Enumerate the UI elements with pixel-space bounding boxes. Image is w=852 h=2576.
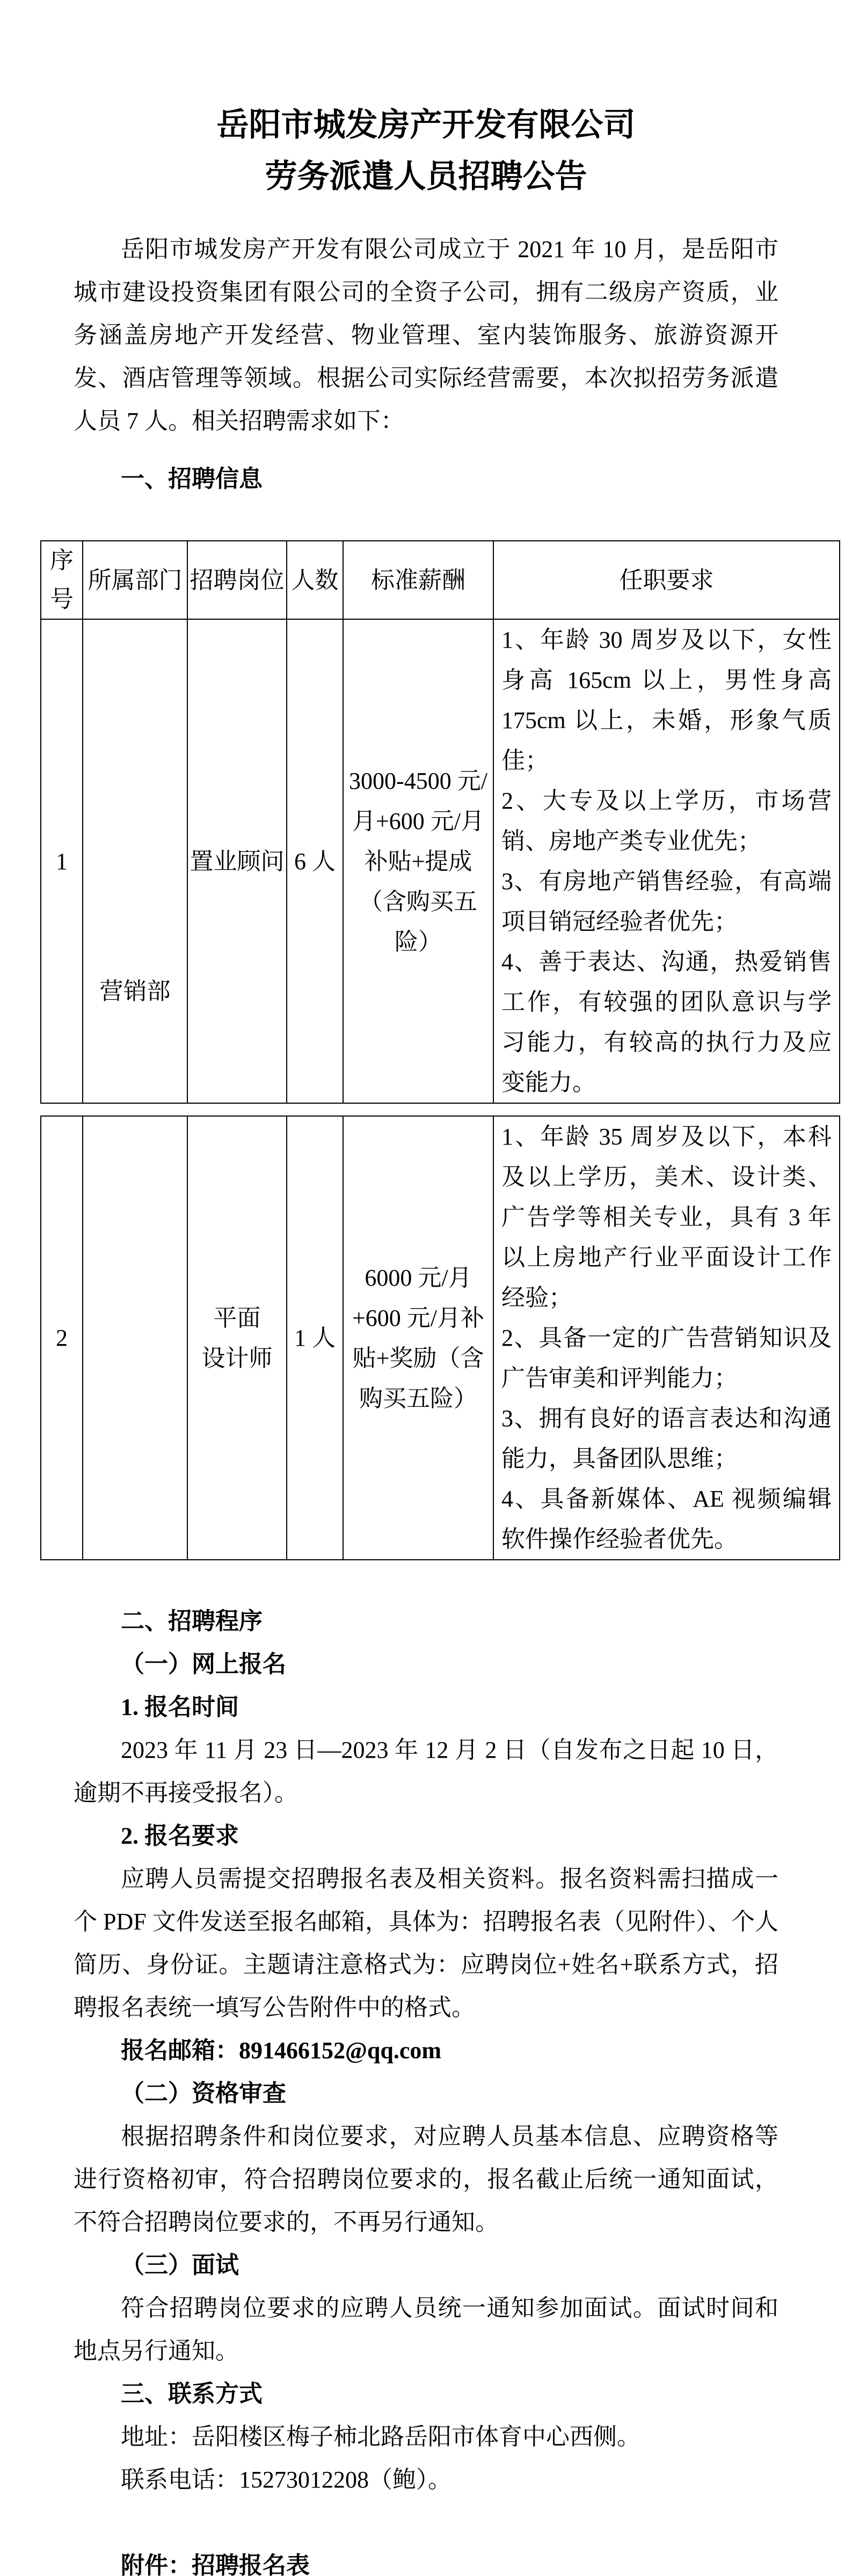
row1-headcount: 6 人 <box>287 619 343 1103</box>
title-line-2: 劳务派遣人员招聘公告 <box>265 159 587 194</box>
interview-paragraph: 符合招聘岗位要求的应聘人员统一通知参加面试。面试时间和地点另行通知。 <box>74 2295 778 2364</box>
row1-requirements <box>493 619 840 1103</box>
section2-item2-heading: 2. 报名要求 <box>121 1823 239 1849</box>
row1-requirement-item: 3、有房地产销售经验，有高端项目销冠经验者优先； <box>501 868 832 935</box>
row1-requirement-item: 2、大专及以上学历，市场营销、房地产类专业优先； <box>501 788 832 854</box>
contact-address-line: 地址：岳阳楼区梅子柿北路岳阳市体育中心西侧。 <box>121 2424 640 2450</box>
header-salary: 标准薪酬 <box>343 541 493 619</box>
table-header-row <box>41 541 840 619</box>
title-line-1: 岳阳市城发房产开发有限公司 <box>216 107 636 143</box>
row2-requirement-item: 2、具备一定的广告营销知识及广告审美和评判能力； <box>501 1325 832 1391</box>
section1-heading: 一、招聘信息 <box>121 466 263 492</box>
registration-time-paragraph: 2023 年 11 月 23 日—2023 年 12 月 2 日（自发布之日起 10 日，逾期不再接受报名）。 <box>74 1737 778 1806</box>
row1-department: 营销部 <box>83 619 187 1103</box>
section2-sub3-heading: （三）面试 <box>121 2252 239 2278</box>
section2-heading: 二、招聘程序 <box>121 1608 263 1634</box>
intro-paragraph: 岳阳市城发房产开发有限公司成立于 2021 年 10 月，是岳阳市城市建设投资集团有限公司的全资子公司，拥有二级房产资质，业务涵盖房地产开发经营、物业管理、室内装饰服务、旅游资源开发、酒店管理等领域。根据公司实际经营需要，本次拟招劳务派遣人员 7 人。相关招聘需求如下： <box>74 236 778 434</box>
row1-requirement-item: 4、善于表达、沟通，热爱销售工作，有较强的团队意识与学习能力，有较高的执行力及应变能力。 <box>501 949 832 1096</box>
registration-email-line: 报名邮箱：891466152@qq.com <box>121 2037 442 2064</box>
row2-position-line: 平面 <box>213 1304 261 1331</box>
row1-position: 置业顾问 <box>187 619 287 1103</box>
row2-requirement-item: 1、年龄 35 周岁及以下，本科及以上学历，美术、设计类、广告学等相关专业，具有 3 年以上房地产行业平面设计工作经验； <box>501 1124 832 1311</box>
attachment-line: 附件：招聘报名表 <box>121 2552 310 2576</box>
header-seq: 序号 <box>41 541 83 619</box>
section2-sub2-heading: （二）资格审查 <box>121 2080 286 2107</box>
section2-sub1-heading: （一）网上报名 <box>121 1651 286 1677</box>
table-row-2 <box>41 1116 840 1560</box>
page-title <box>0 99 852 202</box>
row2-salary: 6000 元/月+600 元/月补贴+奖励（含购买五险） <box>343 1116 493 1560</box>
section2-item1-heading: 1. 报名时间 <box>121 1694 239 1720</box>
row2-requirement-item: 3、拥有良好的语言表达和沟通能力，具备团队思维； <box>501 1405 832 1472</box>
row1-seq: 1 <box>41 619 83 1103</box>
header-position: 招聘岗位 <box>187 541 287 619</box>
row2-position <box>187 1116 287 1560</box>
section3-heading: 三、联系方式 <box>121 2381 263 2407</box>
row2-position-line: 设计师 <box>201 1345 273 1371</box>
row2-department <box>83 1116 187 1560</box>
recruitment-table-part2 <box>40 1115 840 1560</box>
contact-phone-line: 联系电话：15273012208（鲍）。 <box>121 2467 452 2493</box>
table-row-1 <box>41 619 840 1103</box>
qualification-review-paragraph: 根据招聘条件和岗位要求，对应聘人员基本信息、应聘资格等进行资格初审，符合招聘岗位要求的，报名截止后统一通知面试，不符合招聘岗位要求的，不再另行通知。 <box>74 2123 778 2235</box>
row1-salary: 3000-4500 元/月+600 元/月补贴+提成（含购买五险） <box>343 619 493 1103</box>
header-department: 所属部门 <box>83 541 187 619</box>
header-requirements: 任职要求 <box>493 541 840 619</box>
header-headcount: 人数 <box>287 541 343 619</box>
recruitment-table-part1 <box>40 540 840 1104</box>
row2-seq: 2 <box>41 1116 83 1560</box>
row1-requirement-item: 1、年龄 30 周岁及以下，女性身高 165cm 以上，男性身高 175cm 以上，未婚，形象气质佳； <box>501 627 832 774</box>
registration-requirements-paragraph: 应聘人员需提交招聘报名表及相关资料。报名资料需扫描成一个 PDF 文件发送至报名邮箱，具体为：招聘报名表（见附件）、个人简历、身份证。主题请注意格式为：应聘岗位+姓名+联系方式，招聘报名表统一填写公告附件中的格式。 <box>74 1866 778 2021</box>
row2-requirements <box>493 1116 840 1560</box>
row2-headcount: 1 人 <box>287 1116 343 1560</box>
row2-requirement-item: 4、具备新媒体、AE 视频编辑软件操作经验者优先。 <box>501 1486 832 1552</box>
